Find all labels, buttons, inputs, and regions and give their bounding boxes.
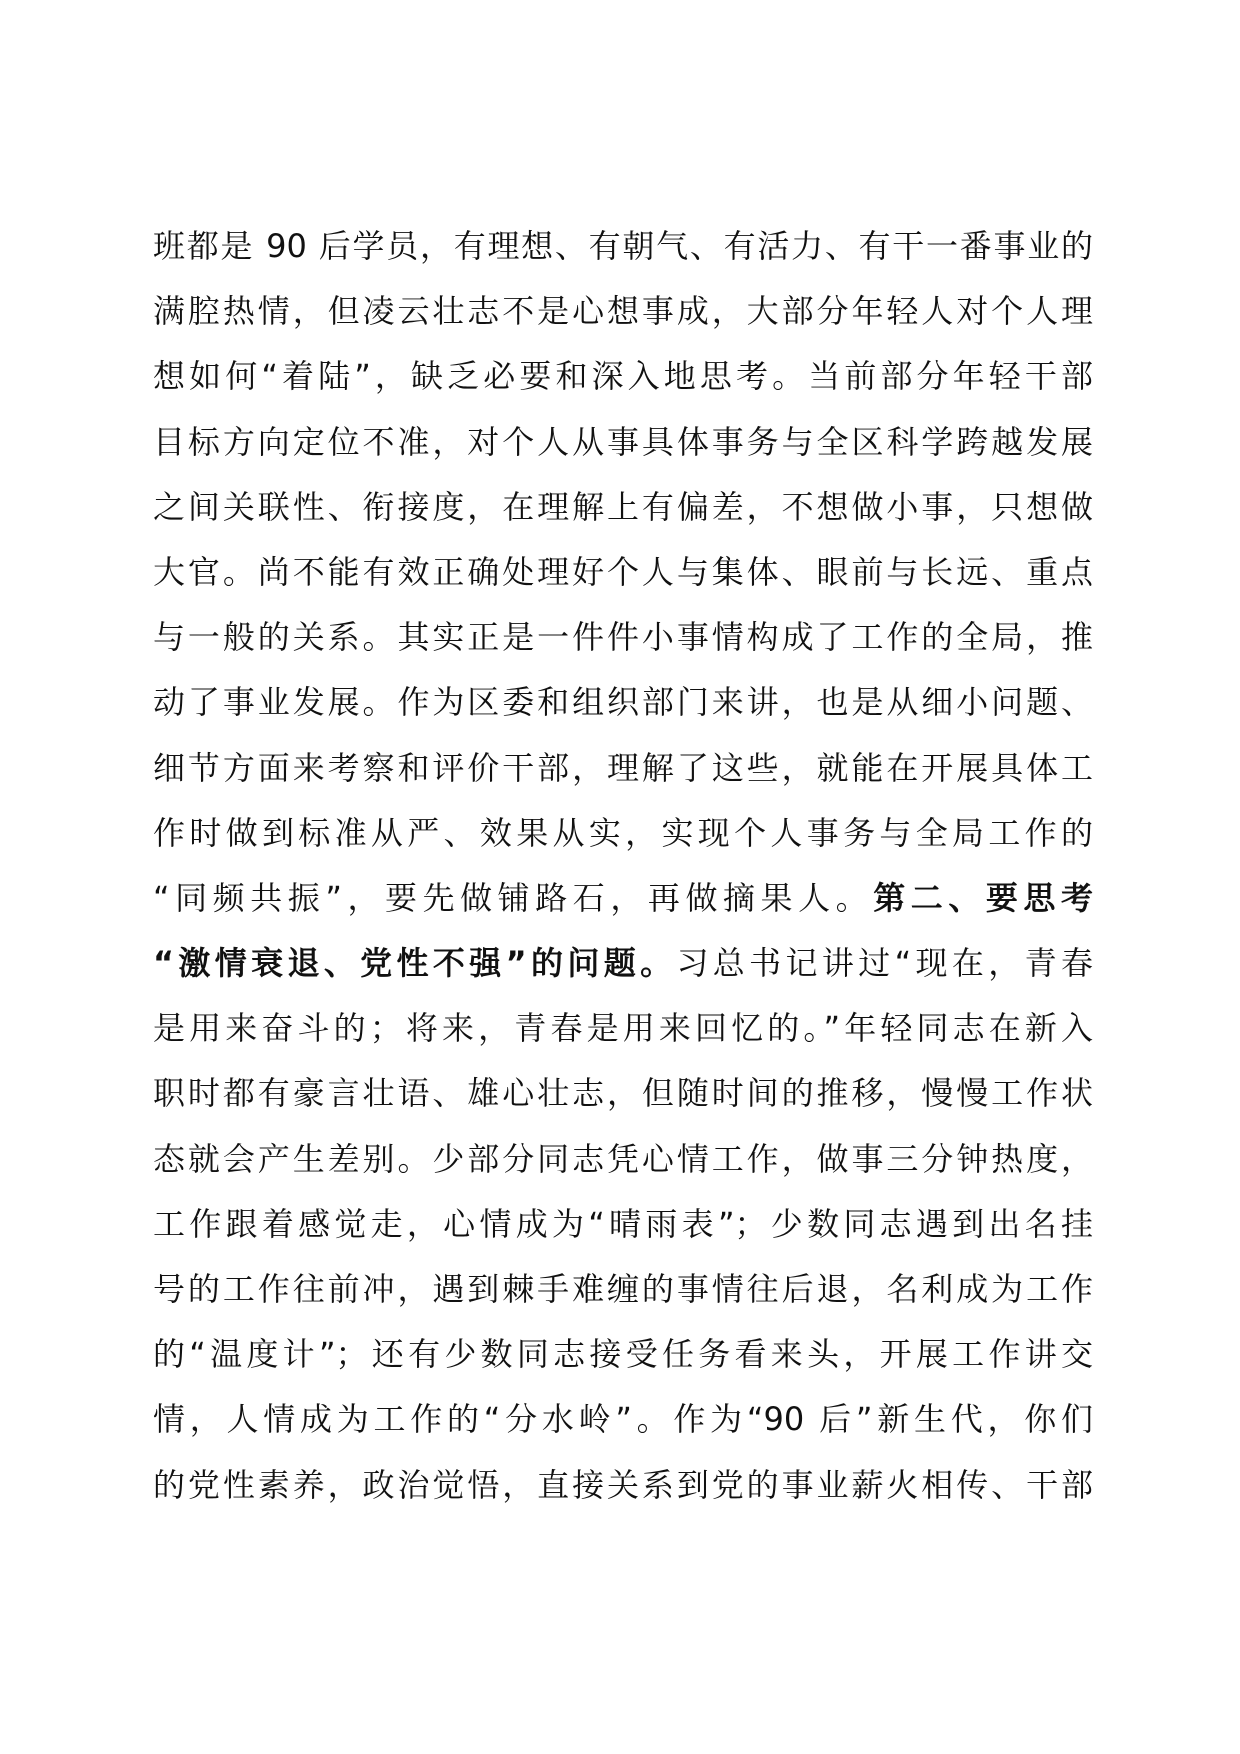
text-line — [153, 214, 1093, 279]
text-segment: “同频共振”，要先做铺路石，再做摘果人。 — [153, 878, 874, 917]
text-segment: 是用来奋斗的；将来，青春是用来回忆的。”年轻同志在新入 — [153, 1009, 1093, 1048]
text-line — [153, 1387, 1093, 1452]
text-line — [153, 605, 1093, 670]
bold-text-segment: 第二、要思考 — [873, 878, 1093, 917]
text-segment: 想如何“着陆”，缺乏必要和深入地思考。当前部分年轻干部 — [153, 357, 1093, 396]
text-line — [153, 736, 1093, 801]
text-line — [153, 475, 1093, 540]
text-segment: 职时都有豪言壮语、雄心壮志，但随时间的推移，慢慢工作状 — [153, 1074, 1093, 1113]
body-text — [153, 214, 1093, 1518]
text-segment: 情，人情成为工作的“分水岭”。作为“90 后”新生代，你们 — [153, 1400, 1093, 1439]
text-line — [153, 279, 1093, 344]
text-segment: 作时做到标准从严、效果从实，实现个人事务与全局工作的 — [153, 813, 1093, 852]
text-segment: 满腔热情，但凌云壮志不是心想事成，大部分年轻人对个人理 — [153, 292, 1093, 331]
text-segment: 动了事业发展。作为区委和组织部门来讲，也是从细小问题、 — [153, 683, 1093, 722]
text-line — [153, 801, 1093, 866]
text-segment: 号的工作往前冲，遇到棘手难缠的事情往后退，名利成为工作 — [153, 1270, 1093, 1308]
text-segment: 与一般的关系。其实正是一件件小事情构成了工作的全局，推 — [153, 618, 1093, 657]
text-segment: 态就会产生差别。少部分同志凭心情工作，做事三分钟热度， — [153, 1139, 1093, 1178]
text-line — [153, 670, 1093, 735]
text-line — [153, 996, 1093, 1061]
text-line — [153, 1322, 1093, 1387]
text-line — [153, 1257, 1093, 1322]
text-segment: 工作跟着感觉走，心情成为“晴雨表”；少数同志遇到出名挂 — [153, 1204, 1093, 1243]
text-segment: 班都是 90 后学员，有理想、有朝气、有活力、有干一番事业的 — [153, 227, 1093, 265]
text-segment: 大官。尚不能有效正确处理好个人与集体、眼前与长远、重点 — [153, 552, 1093, 591]
text-segment: 习总书记讲过“现在，青春 — [676, 944, 1093, 983]
text-line — [153, 1061, 1093, 1126]
text-line — [153, 540, 1093, 605]
text-segment: 的“温度计”；还有少数同志接受任务看来头，开展工作讲交 — [153, 1335, 1093, 1374]
text-segment: 的党性素养，政治觉悟，直接关系到党的事业薪火相传、干部 — [153, 1465, 1093, 1504]
text-segment: 目标方向定位不准，对个人从事具体事务与全区科学跨越发展 — [153, 422, 1093, 461]
bold-text-segment: “激情衰退、党性不强”的问题。 — [153, 944, 677, 983]
text-line — [153, 931, 1093, 996]
text-line — [153, 1192, 1093, 1257]
text-line — [153, 1453, 1093, 1518]
text-line — [153, 344, 1093, 409]
text-segment: 细节方面来考察和评价干部，理解了这些，就能在开展具体工 — [153, 748, 1093, 787]
text-line — [153, 866, 1093, 931]
text-line — [153, 410, 1093, 475]
text-segment: 之间关联性、衔接度，在理解上有偏差，不想做小事，只想做 — [153, 487, 1093, 526]
text-line — [153, 1127, 1093, 1192]
